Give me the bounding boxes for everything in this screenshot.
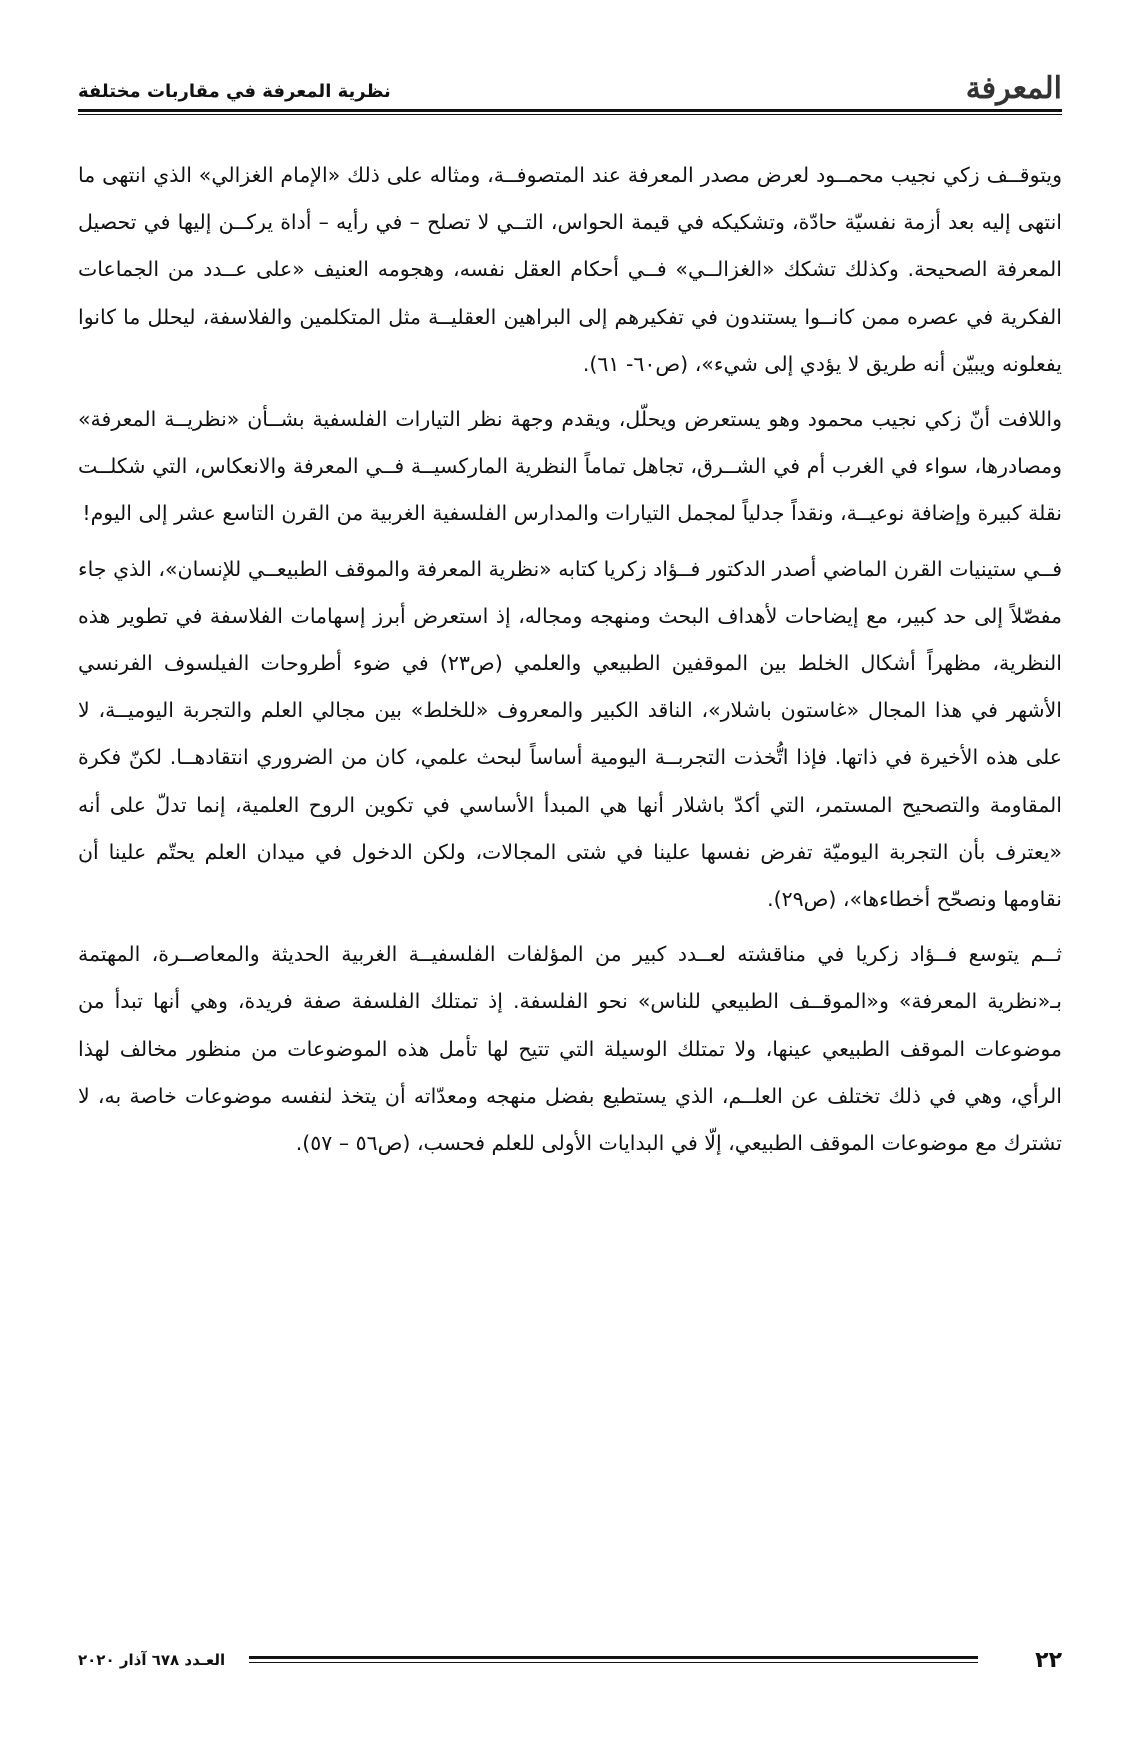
paragraph-3: فــي ستينيات القرن الماضي أصدر الدكتور فــؤاد زكريا كتابه «نظرية المعرفة والموقف الطبيعــي للإنسان»، الذي جاء مفصّلاً إلى حد كبير، مع إيضاحات لأهداف البحث ومنهجه ومجاله، إذ استعرض أبرز إسهامات الفلاسفة في تطوير هذه النظرية، مظهراً أشكال الخلط بين الموقفين الطبيعي والعلمي (ص٢٣) في ضوء أطروحات الفيلسوف الفرنسي الأشهر في هذا المجال «غاستون باشلار»، الناقد الكبير والمعروف «للخلط» بين مجالي العلم والتجربة اليوميــة، لا على هذه الأخيرة في ذاتها. فإذا اتُّخذت التجربــة اليومية أساساً لبحث علمي، كان من الضروري انتقادهــا. لكنّ فكرة المقاومة والتصحيح المستمر، التي أكدّ باشلار أنها هي المبدأ الأساسي في تكوين الروح العلمية، إنما تدلّ على أنه «يعترف بأن التجربة اليوميّة تفرض نفسها علينا في شتى المجالات، ولكن الدخول في ميدان العلم يحتّم علينا أن نقاومها ونصحّح أخطاءها»، (ص٢٩). (78, 556, 1062, 912)
page-header (78, 58, 1062, 108)
footer-rule-thick (249, 1656, 978, 1659)
magazine-logo: المعرفة (965, 71, 1062, 106)
article-body (78, 152, 1062, 1175)
paragraph-4: ثــم يتوسع فــؤاد زكريا في مناقشته لعــدد كبير من المؤلفات الفلسفيــة الغربية الحديثة والمعاصــرة، المهتمة بـ«نظرية المعرفة» و«الموقــف الطبيعي للناس» نحو الفلسفة. إذ تمتلك الفلسفة صفة فريدة، وهي أنها تبدأ من موضوعات الموقف الطبيعي عينها، ولا تمتلك الوسيلة التي تتيح لها تأمل هذه الموضوعات من منظور مخالف لهذا الرأي، وهي في ذلك تختلف عن العلــم، الذي يستطيع بفضل منهجه ومعدّاته أن يتخذ لنفسه موضوعات خاصة به، لا تشترك مع موضوعات الموقف الطبيعي، إلّا في البدايات الأولى للعلم فحسب، (ص٥٦ – ٥٧). (78, 942, 1062, 1156)
footer-rule-thin (249, 1662, 978, 1663)
footer-rule (249, 1656, 978, 1664)
paragraph-2: واللافت أنّ زكي نجيب محمود وهو يستعرض ويحلّل، ويقدم وجهة نظر التيارات الفلسفية بشــأن «نظريــة المعرفة» ومصادرها، سواء في الغرب أم في الشــرق، تجاهل تماماً النظرية الماركسيــة فــي المعرفة والانعكاس، التي شكلــت نقلة كبيرة وإضافة نوعيــة، ونقداً جدلياً لمجمل التيارات والمدارس الفلسفية الغربية من القرن التاسع عشر إلى اليوم! (78, 407, 1062, 526)
paragraph-1: ويتوقــف زكي نجيب محمــود لعرض مصدر المعرفة عند المتصوفــة، ومثاله على ذلك «الإمام الغزالي» الذي انتهى ما انتهى إليه بعد أزمة نفسيّة حادّة، وتشكيكه في قيمة الحواس، التــي لا تصلح – في رأيه – أداة يركــن إليها في تحصيل المعرفة الصحيحة. وكذلك تشكك «الغزالــي» فــي أحكام العقل نفسه، وهجومه العنيف «على عــدد من الجماعات الفكرية في عصره ممن كانــوا يستندون في تفكيرهم إلى البراهين العقليــة مثل المتكلمين والفلاسفة، ليحلل ما كانوا يفعلونه ويبيّن أنه طريق لا يؤدي إلى شيء»، (ص٦٠- ٦١). (78, 163, 1062, 376)
section-title: نظرية المعرفة في مقاربات مختلفة (78, 81, 391, 102)
header-rule-thin (78, 114, 1062, 115)
page-footer (78, 1645, 1062, 1675)
header-rule-thick (78, 109, 1062, 112)
page-number: ٢٢ (1035, 1647, 1062, 1673)
issue-info: العـدد ٦٧٨ آذار ٢٠٢٠ (78, 1651, 226, 1669)
